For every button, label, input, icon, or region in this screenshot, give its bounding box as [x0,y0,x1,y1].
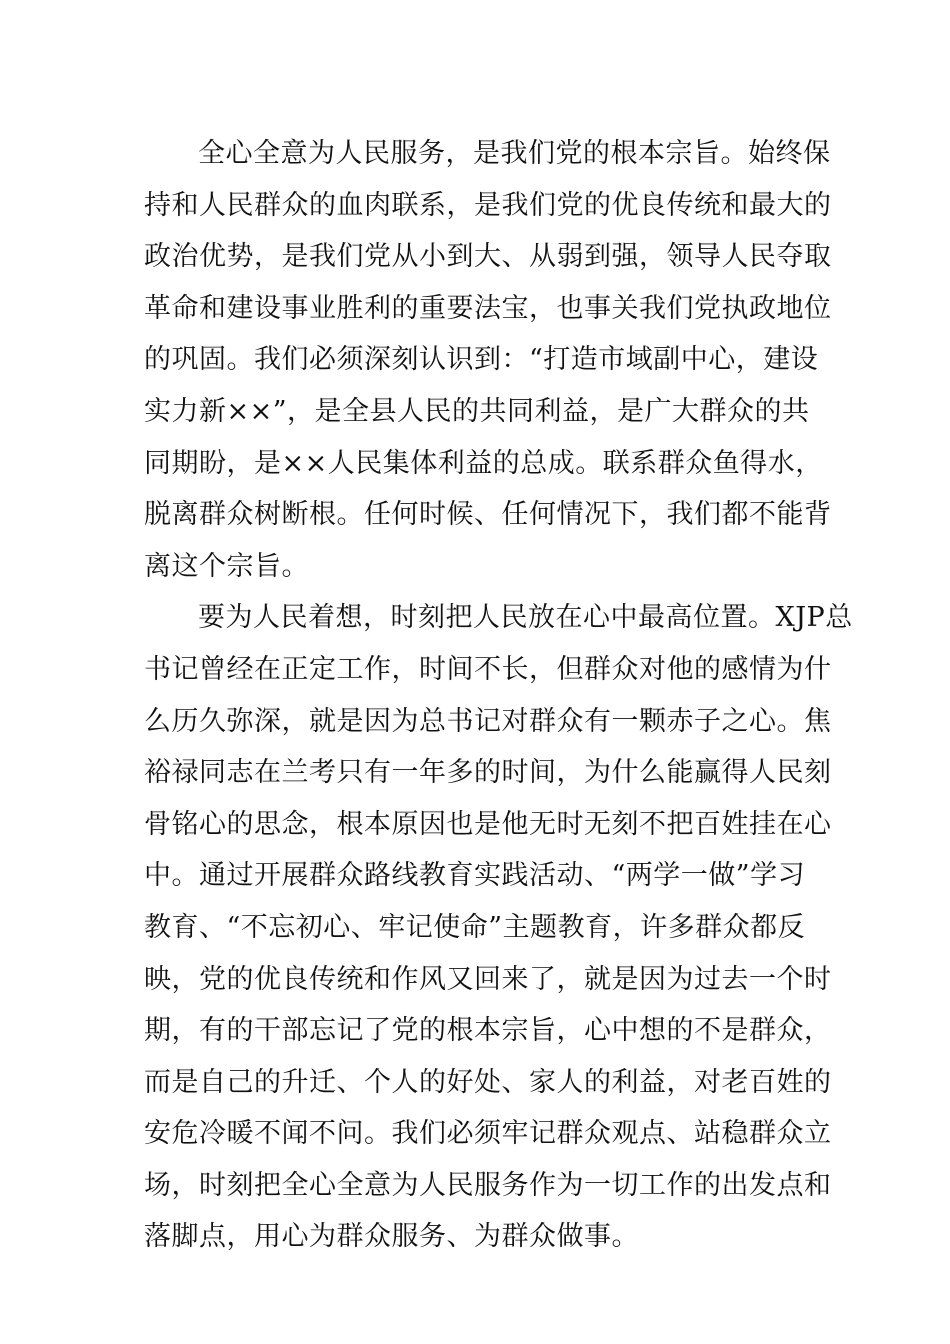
text-line: 安危冷暖不闻不问。我们必须牢记群众观点、站稳群众立 [144,1118,832,1150]
text-line: 的巩固。我们必须深刻认识到：“打造市域副中心，建设 [144,344,819,376]
text-line: 期，有的干部忘记了党的根本宗旨，心中想的不是群众， [144,1015,832,1047]
text-line: 而是自己的升迁、个人的好处、家人的利益，对老百姓的 [144,1066,832,1098]
text-line: 么历久弥深，就是因为总书记对群众有一颗赤子之心。焦 [144,705,832,737]
text-line: 实力新××”，是全县人民的共同利益，是广大群众的共 [144,395,810,427]
text-line: 映，党的优良传统和作风又回来了，就是因为过去一个时 [144,963,832,995]
text-line: 要为人民着想，时刻把人民放在心中最高位置。XJP总 [198,602,853,634]
text-line: 革命和建设事业胜利的重要法宝，也事关我们党执政地位 [144,292,832,324]
text-line: 政治优势，是我们党从小到大、从弱到强，领导人民夺取 [144,241,832,273]
text-line: 持和人民群众的血肉联系，是我们党的优良传统和最大的 [144,189,832,221]
text-line: 骨铭心的思念，根本原因也是他无时无刻不把百姓挂在心 [144,808,832,840]
text-line: 同期盼，是××人民集体利益的总成。联系群众鱼得水， [144,447,823,479]
body-text [144,128,853,1263]
paragraph-2 [144,592,853,1263]
text-line: 脱离群众树断根。任何时候、任何情况下，我们都不能背 [144,499,832,531]
text-line: 教育、“不忘初心、牢记使命”主题教育，许多群众都反 [144,911,806,943]
paragraph-1 [144,128,832,592]
text-line: 落脚点，用心为群众服务、为群众做事。 [144,1221,639,1253]
text-line: 书记曾经在正定工作，时间不长，但群众对他的感情为什 [144,653,832,685]
text-line: 中。通过开展群众路线教育实践活动、“两学一做”学习 [144,860,806,892]
text-line: 场，时刻把全心全意为人民服务作为一切工作的出发点和 [144,1169,832,1201]
text-line: 裕禄同志在兰考只有一年多的时间，为什么能赢得人民刻 [144,757,832,789]
text-line: 离这个宗旨。 [144,550,309,582]
text-line: 全心全意为人民服务，是我们党的根本宗旨。始终保 [198,138,831,169]
